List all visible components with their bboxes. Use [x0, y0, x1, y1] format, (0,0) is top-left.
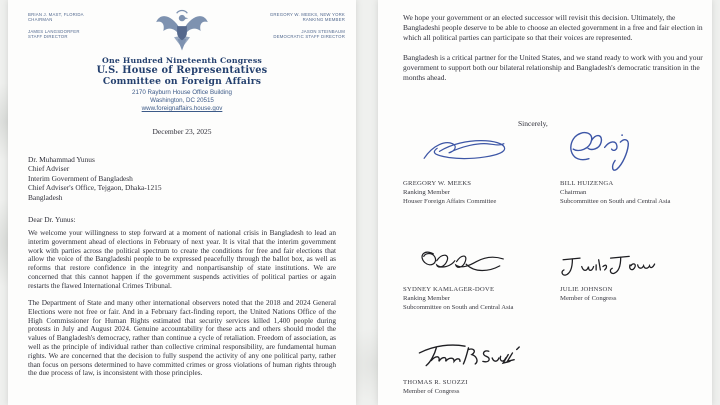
office-address-line1: 2170 Rayburn House Office Building [132, 89, 232, 96]
recipient-address-block [28, 155, 162, 202]
signatory-block-meeks [403, 179, 496, 207]
body-paragraph-3: We hope your government or an elected successor will revisit this decision. Ultimately, the Bangladeshi people deserve to be able to choose an elected government in a free and fair election in which all political parties can participate so that their voices are represented. [403, 13, 703, 42]
letter-page-2 [378, 0, 712, 405]
recipient-country: Bangladesh [28, 192, 63, 202]
letterhead-ranking-member-block [270, 12, 345, 39]
signatory-title: Ranking Member [403, 295, 450, 303]
huizenga-signature-icon [561, 123, 657, 182]
kamlager-dove-signature-icon [416, 242, 511, 287]
signatory-block-suozzi [403, 378, 468, 396]
staff-director-title: STAFF DIRECTOR [28, 33, 68, 39]
suozzi-signature-icon [416, 340, 526, 381]
signatory-title: Ranking Member [403, 189, 450, 197]
signatory-committee: Houser Foreign Affairs Committee [403, 198, 497, 206]
signatory-title: Chairman [560, 189, 587, 197]
signatory-block-kamlager-dove [403, 285, 514, 313]
signatory-committee: Subcommittee on South and Central Asia [560, 198, 671, 206]
office-address-line2: Washington, DC 20515 [150, 97, 214, 104]
recipient-org: Interim Government of Bangladesh [28, 173, 133, 183]
staff-director-name: JAMES LANGSDORFER [28, 28, 80, 34]
signatory-title: Member of Congress [560, 295, 617, 303]
dem-staff-director-title: DEMOCRATIC STAFF DIRECTOR [273, 33, 345, 39]
house-eagle-seal-icon [153, 7, 211, 60]
recipient-title: Chief Adviser [28, 164, 70, 174]
signatory-name: BILL HUIZENGA [560, 180, 614, 187]
ranking-member-name: GREGORY W. MEEKS, NEW YORK [269, 12, 345, 17]
body-paragraph-1: We welcome your willingness to step forward at a moment of national crisis in Bangladesh to lead an interim government ahead of elections in February of next year. It is vital that the interim government work with parties across the political spectrum to create the conditions for free and fair elections that allow the voice of the Bangladeshi people to be expressed peacefully through the ballot box, as well as reforms that restore confidence in the integrity and nonpartisanship of state institutions. We are concerned that this cannot happen if the government suspends activities of political parties or again restarts the flawed International Crimes Tribunal. [28, 228, 336, 290]
body-paragraph-2: The Department of State and many other international observers noted that the 2018 and 2024 General Elections were not free or fair. And in a February fact-finding report, the United Nations Office of the High Commissioner for Human Rights estimated that security services killed 1,400 people during protests in July and August 2024. Genuine accountability for these acts and others should model the values of Bangladesh's democracy, rather than continue a cycle of retaliation. Freedom of association, as well as the principle of individual rather than collective criminal responsibility, are fundamental human rights. We are concerned that the decision to fully suspend the activity of any one political party, rather than focus on persons determined to have committed crimes or gross violations of human rights through the due process of law, is inconsistent with those principles. [28, 298, 336, 378]
signatory-name: THOMAS R. SUOZZI [403, 379, 468, 386]
salutation: Dear Dr. Yunus: [28, 215, 76, 224]
letterhead-chairman-block [28, 12, 84, 39]
signatory-block-johnson [560, 285, 616, 303]
signatory-title: Member of Congress [403, 388, 460, 396]
chairman-title: CHAIRMAN [28, 17, 53, 23]
signatory-block-huizenga [560, 179, 671, 207]
committee-line: Committee on Foreign Affairs [102, 76, 262, 87]
recipient-name: Dr. Muhammad Yunus [28, 155, 95, 164]
letter-date: December 23, 2025 [152, 127, 212, 136]
recipient-office: Chief Adviser's Office, Tejgaon, Dhaka-1215 [28, 183, 162, 193]
signatory-name: GREGORY W. MEEKS [403, 180, 472, 187]
body-paragraph-4: Bangladesh is a critical partner for the United States, and we stand ready to work with you and your government to support both our bilateral relationship and Bangladesh's democratic transition in the months ahead. [403, 53, 703, 82]
ranking-member-title: RANKING MEMBER [302, 17, 345, 23]
signatory-name: JULIE JOHNSON [560, 286, 613, 293]
dem-staff-director-name: JASON STEINBAUM [301, 28, 345, 34]
signatory-name: SYDNEY KAMLAGER-DOVE [403, 286, 495, 293]
chairman-name: BRIAN J. MAST, FLORIDA [28, 12, 84, 17]
closing-sincerely: Sincerely, [518, 119, 548, 128]
johnson-signature-icon [558, 252, 658, 287]
letter-page-1 [8, 0, 356, 405]
chamber-line: U.S. House of Representatives [96, 65, 268, 76]
signatory-committee: Subcommittee on South and Central Asia [403, 304, 514, 312]
meeks-signature-icon [418, 130, 510, 177]
congress-line: One Hundred Nineteenth Congress [102, 56, 262, 65]
committee-website-link: www.foreignaffairs.house.gov [141, 105, 223, 112]
